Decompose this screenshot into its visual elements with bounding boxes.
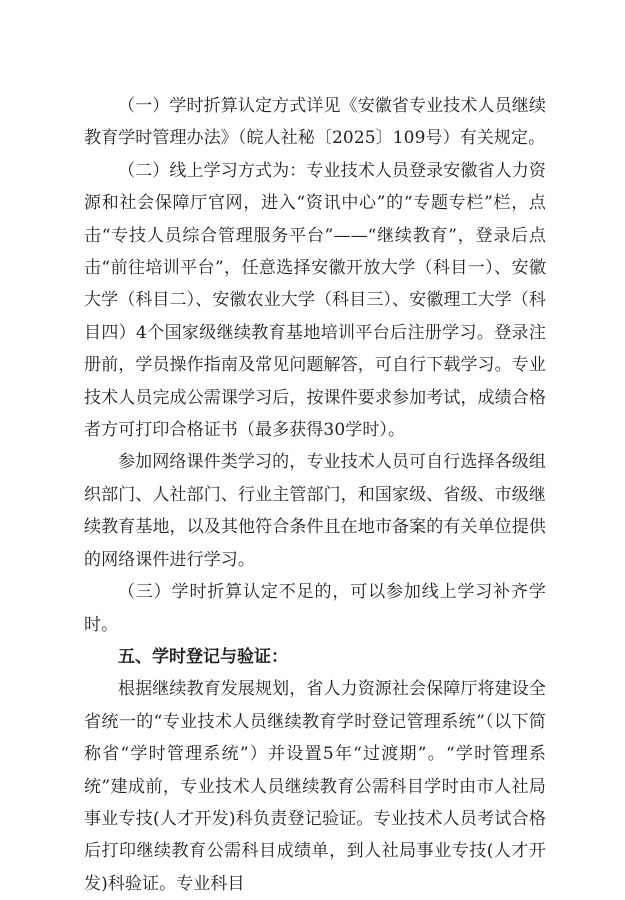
paragraph-1: （一）学时折算认定方式详见《安徽省专业技术人员继续教育学时管理办法》（皖人社秘〔2025〕109号）有关规定。 (84, 96, 546, 149)
document-body (84, 90, 546, 900)
paragraph-2: （二）线上学习方式为：专业技术人员登录安徽省人力资源和社会保障厅官网，进入“资讯中心”的“专题专栏”栏，点击“专技人员综合管理服务平台”——“继续教育”，登录后点击“前往培训平台”，任意选择安徽开放大学（科目一）、安徽大学（科目二）、安徽农业大学（科目三）、安徽理工大学（科目四）4个国家级继续教育基地培训平台后注册学习。登录注册前，学员操作指南及常见问题解答，可自行下载学习。专业技术人员完成公需课学习后，按课件要求参加考试，成绩合格者方可打印合格证书（最多获得30学时）。 (84, 160, 546, 441)
paragraph-4: （三）学时折算认定不足的，可以参加线上学习补齐学时。 (84, 582, 546, 635)
paragraph-3: 参加网络课件类学习的，专业技术人员可自行选择各级组织部门、人社部门、行业主管部门，和国家级、省级、市级继续教育基地，以及其他符合条件且在地市备案的有关单位提供的网络课件进行学习。 (84, 452, 546, 570)
paragraph-5: 根据继续教育发展规划，省人力资源社会保障厅将建设全省统一的“专业技术人员继续教育学时登记管理系统”（以下简称省“学时管理系统”）并设置5年“过渡期”。“学时管理系统”建成前，专业技术人员继续教育公需科目学时由市人社局事业专技(人才开发)科负责登记验证。专业技术人员考试合格后打印继续教育公需科目成绩单，到人社局事业专技(人才开发)科验证。专业科目 (84, 679, 546, 894)
section-heading: 五、学时登记与验证： (118, 646, 288, 667)
